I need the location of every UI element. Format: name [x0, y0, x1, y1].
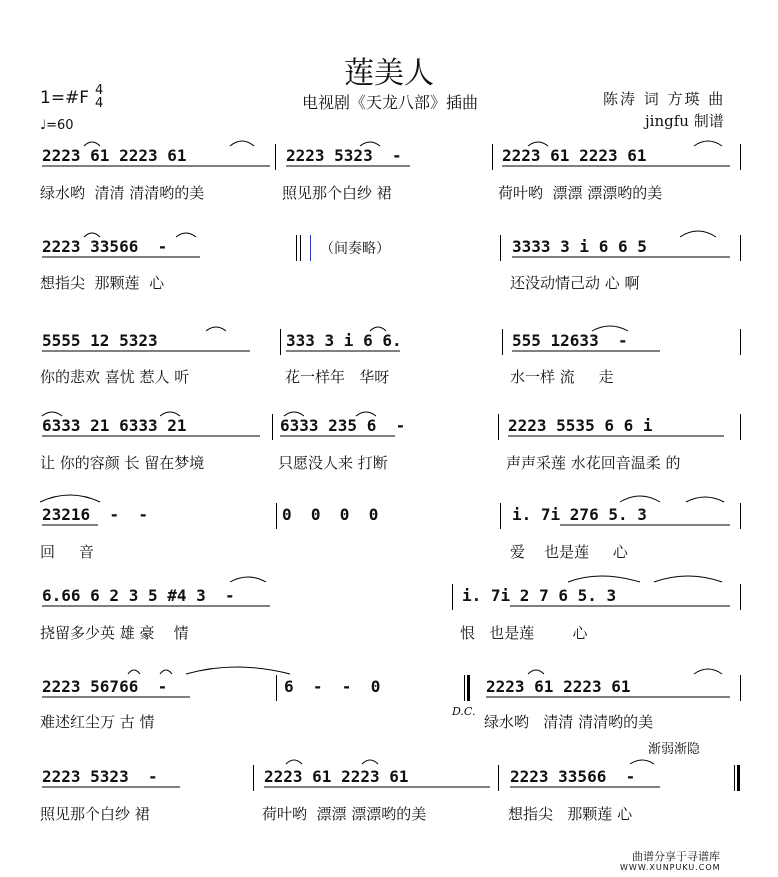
notes-r3-m1: 5555 12 5323 — [42, 331, 158, 350]
notes-r8-m1: 2223 5323 - — [42, 767, 158, 786]
notes-r3-m3: 555 12633 - — [512, 331, 628, 350]
notes-r8-m2: 2223 61 2223 61 — [264, 767, 409, 786]
footer-url: WWW.XUNPUKU.COM — [620, 863, 721, 872]
notes-r1-m1: 2223 61 2223 61 — [42, 146, 187, 165]
notes-r5-m1: 23216 - - — [42, 505, 148, 524]
lyrics-r8-m2: 荷叶哟 漂漂 漂漂哟的美 — [262, 805, 427, 823]
key-signature: 1=#F — [40, 88, 90, 108]
lyrics-r3-m3: 水一样 流 走 — [510, 368, 614, 386]
lyrics-r7-m1: 难述红尘万 古 情 — [40, 713, 155, 731]
maker-credit: jingfu 制谱 — [645, 112, 724, 130]
lyrics-r6-m1: 挠留多少英 雄 豪 情 — [40, 624, 189, 642]
tempo-mark: ♩=60 — [40, 118, 74, 133]
lyrics-r4-m1: 让 你的容颜 长 留在梦境 — [40, 454, 205, 472]
notes-r1-m2: 2223 5323 - — [286, 146, 402, 165]
notes-r2-m1: 2223 33566 - — [42, 237, 168, 256]
lyrics-r7-m3: 绿水哟 清清 清清哟的美 — [484, 713, 654, 731]
lyrics-r5-m1: 回 音 — [40, 543, 94, 561]
notes-r4-m3: 2223 5535 6 6 i — [508, 416, 653, 435]
lyrics-r5-m3: 爱 也是莲 心 — [510, 543, 628, 561]
notes-r6-m3: i. 7i 2 7 6 5. 3 — [462, 586, 617, 605]
notes-r8-m3: 2223 33566 - — [510, 767, 636, 786]
lyrics-r3-m2: 花一样年 华呀 — [285, 368, 390, 386]
credits: 陈涛 词 方瑛 曲 — [603, 90, 726, 108]
lyrics-r2-m1: 想指尖 那颗莲 心 — [40, 274, 165, 292]
lyrics-r2-m3: 还没动情己动 心 啊 — [510, 274, 640, 292]
notes-r5-m2: 0 0 0 0 — [282, 505, 379, 524]
meter-top: 4 — [95, 83, 104, 98]
notes-r3-m2: 333 3 i 6 6. — [286, 331, 402, 350]
notes-r5-m3: i. 7i 276 5. 3 — [512, 505, 647, 524]
dc-mark: D.C. — [452, 705, 476, 718]
lyrics-r4-m3: 声声采莲 水花回音温柔 的 — [506, 454, 681, 472]
notes-r7-m2: 6 - - 0 — [284, 677, 381, 696]
footer-text: 曲谱分享于寻谱库 — [632, 850, 720, 863]
subtitle: 电视剧《天龙八部》插曲 — [301, 93, 478, 112]
interlude-note: （间奏略） — [320, 241, 390, 257]
lyrics-r8-m1: 照见那个白纱 裙 — [40, 805, 150, 823]
notes-r4-m2: 6333 235 6 - — [280, 416, 406, 435]
notes-r7-m3: 2223 61 2223 61 — [486, 677, 631, 696]
lyrics-r1-m1: 绿水哟 清清 清清哟的美 — [40, 184, 205, 202]
notes-r2-m3: 3333 3 i 6 6 5 — [512, 237, 647, 256]
lyrics-r3-m1: 你的悲欢 喜忧 惹人 听 — [40, 368, 190, 386]
lyrics-r4-m2: 只愿没人来 打断 — [278, 454, 388, 472]
lyrics-r6-m3: 恨 也是莲 心 — [460, 624, 588, 642]
notes-r4-m1: 6333 21 6333 21 — [42, 416, 187, 435]
page-title: 莲美人 — [344, 56, 434, 91]
lyrics-r1-m2: 照见那个白纱 裙 — [282, 184, 392, 202]
notes-r6-m1: 6.66 6 2 3 5 #4 3 - — [42, 586, 235, 605]
notes-r7-m1: 2223 56766 - — [42, 677, 168, 696]
lyrics-r8-m3: 想指尖 那颗莲 心 — [508, 805, 633, 823]
meter-bottom: 4 — [95, 96, 104, 111]
lyrics-r1-m3: 荷叶哟 漂漂 漂漂哟的美 — [498, 184, 663, 202]
notes-r1-m3: 2223 61 2223 61 — [502, 146, 647, 165]
fade-note: 渐弱渐隐 — [648, 742, 701, 757]
